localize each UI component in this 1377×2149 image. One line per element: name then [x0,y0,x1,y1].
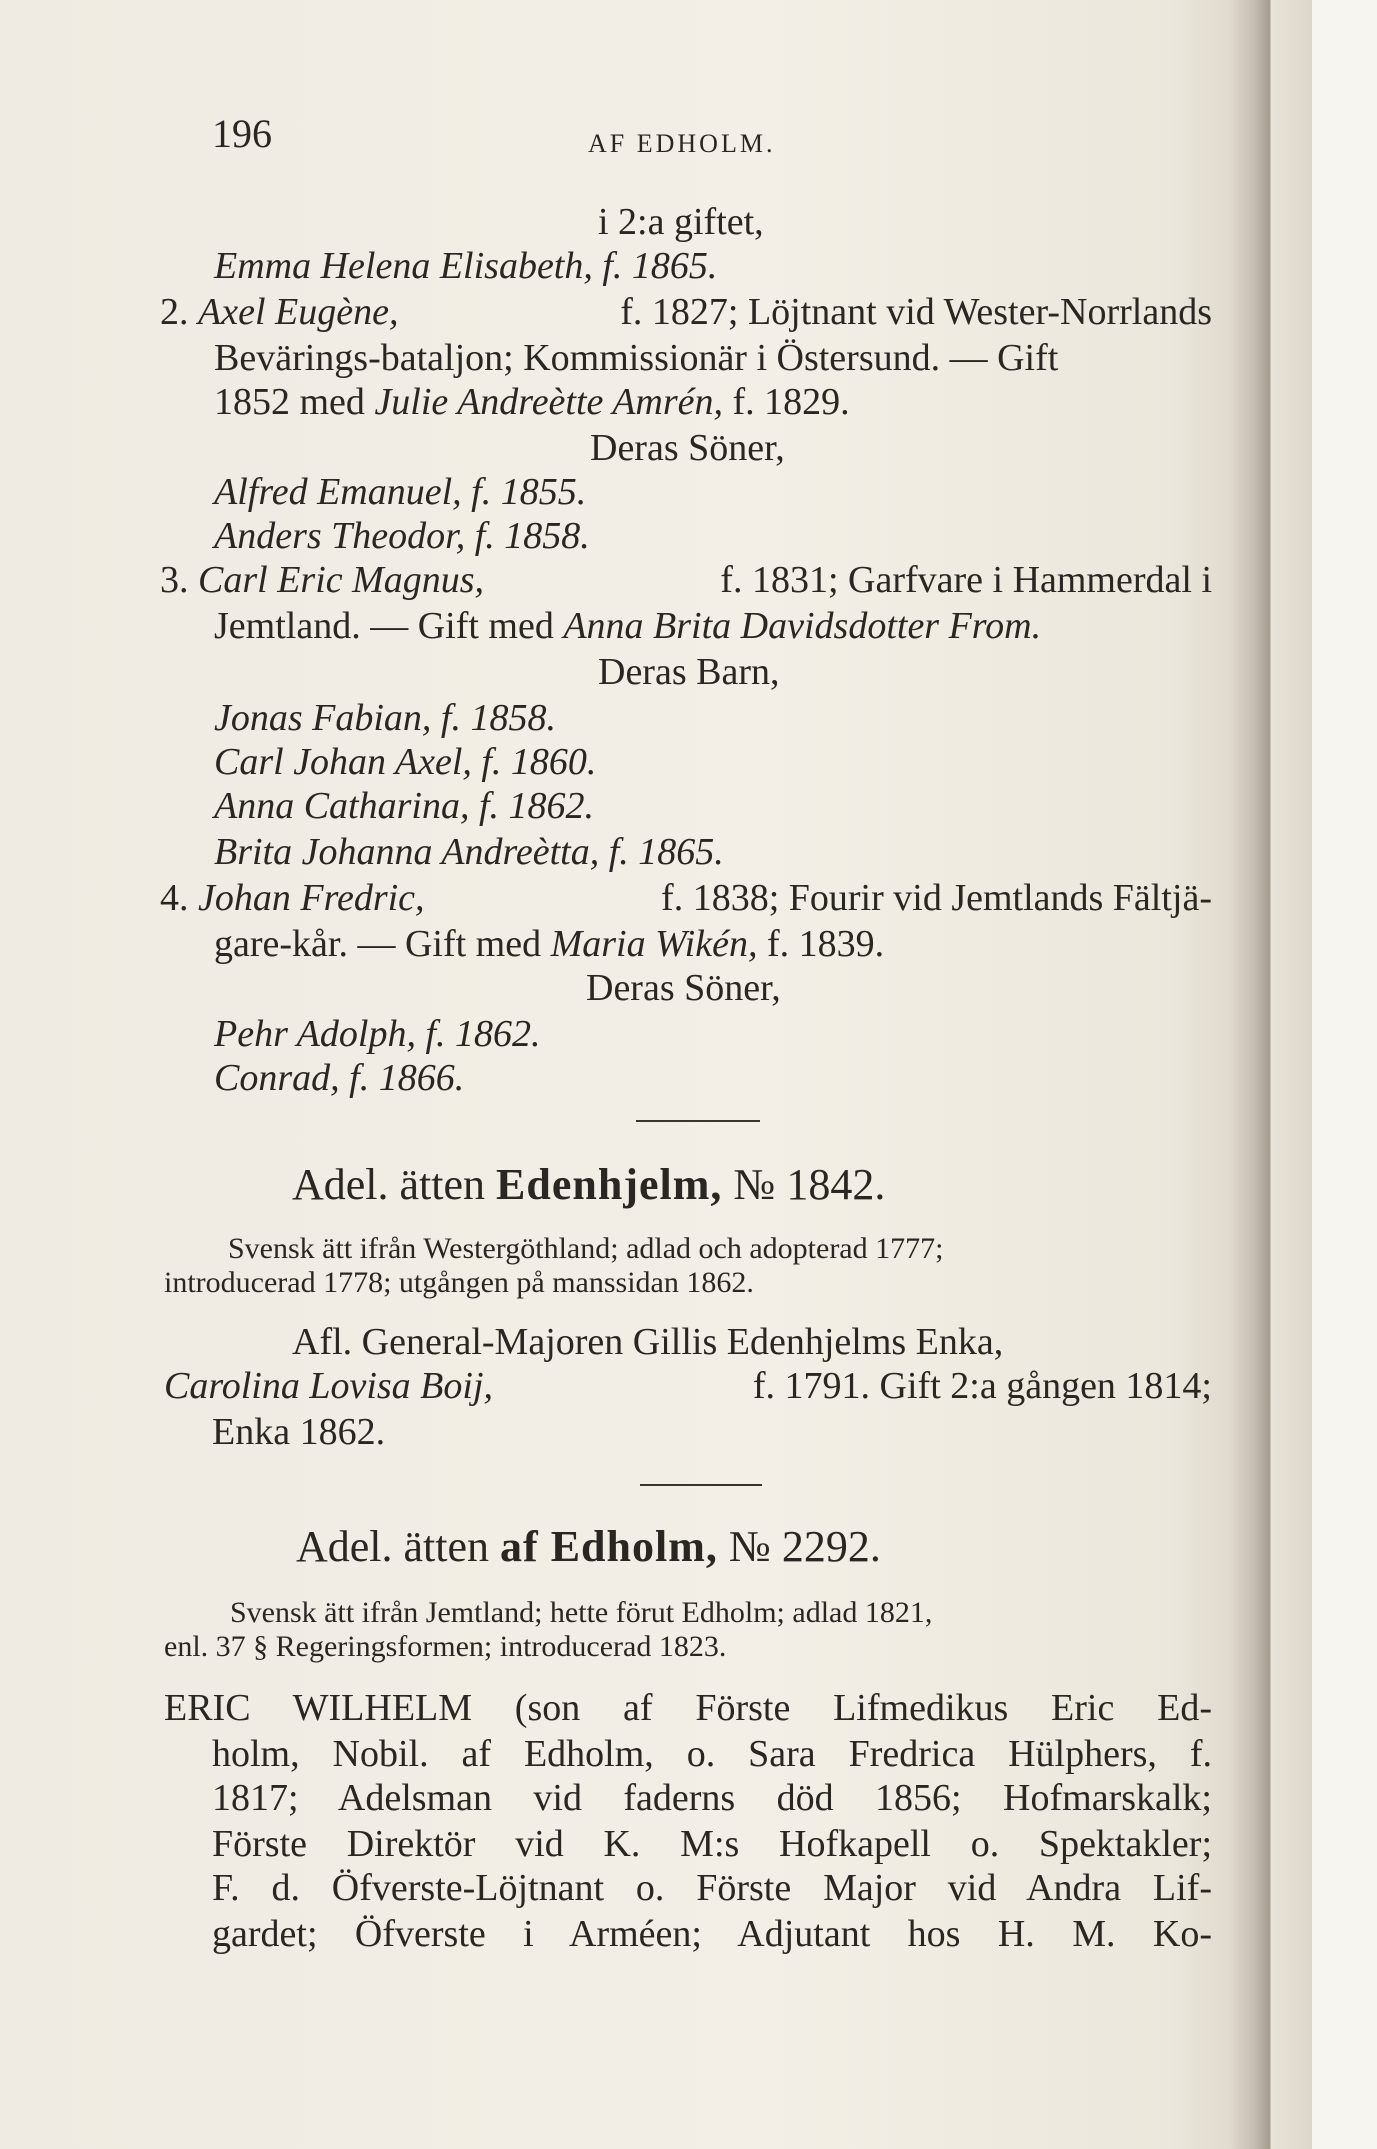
entry-line: 1852 med Julie Andreètte Amrén, f. 1829. [214,381,850,423]
text-line: Conrad, f. 1866. [214,1057,465,1099]
person-name: Carl Eric Magnus, [198,559,485,601]
text-line: Anders Theodor, f. 1858. [214,515,590,557]
entry-line [160,558,1212,602]
entry-number: 2. [160,291,189,333]
section-intro: Svensk ätt ifrån Westergöthland; adlad och adopterad 1777; [228,1232,944,1265]
text-line: f. 1838; Fourir vid Jemtlands Fältjä- [661,877,1212,919]
text-line: Carl Johan Axel, f. 1860. [214,741,597,783]
entry-line [160,876,1212,920]
section-intro: Svensk ätt ifrån Jemtland; hette förut Edholm; adlad 1821, [230,1596,933,1629]
text-line: holm, Nobil. af Edholm, o. Sara Fredrica Hülphers, f. [212,1733,1212,1775]
section-heading: Adel. ätten Edenhjelm, № 1842. [292,1160,886,1209]
text-line: Afl. General-Majoren Gillis Edenhjelms Enka, [292,1321,1004,1363]
text-line: Bevärings-bataljon; Kommissionär i Östersund. — Gift [214,337,1059,379]
entry-line: gare-kår. — Gift med Maria Wikén, f. 1839. [214,923,885,965]
text-line: Emma Helena Elisabeth, f. 1865. [214,245,718,287]
text-line: Enka 1862. [212,1411,386,1453]
text-line: Brita Johanna Andreètta, f. 1865. [214,831,724,873]
text-line: f. 1831; Garfvare i Hammerdal i [720,559,1212,601]
text-line: F. d. Öfverste-Löjtnant o. Förste Major vid Andra Lif- [212,1867,1212,1909]
text-line: ERIC WILHELM (son af Förste Lifmedikus Eric Ed- [164,1687,1212,1729]
person-name: Axel Eugène, [198,291,399,333]
gutter-shadow [1230,0,1270,2149]
adjacent-page-edge [1270,0,1313,2149]
family-name: Edenhjelm, [496,1160,723,1209]
text-line: f. 1827; Löjtnant vid Wester-Norrlands [620,291,1212,333]
section-heading: Adel. ätten af Edholm, № 2292. [296,1522,881,1571]
running-head: AF EDHOLM. [588,129,776,158]
page-number: 196 [212,111,272,156]
text-line: Anna Catharina, f. 1862. [214,785,595,827]
section-divider [636,1120,760,1122]
person-name: Julie Andreètte Amrén, [374,381,724,423]
text-line: Alfred Emanuel, f. 1855. [214,471,587,513]
person-name: Carolina Lovisa Boij, [164,1365,494,1407]
entry-number: 4. [160,877,189,919]
section-intro: enl. 37 § Regeringsformen; introducerad 1823. [164,1630,727,1663]
entry-line [160,290,1212,334]
section-divider [640,1484,762,1486]
person-name: Johan Fredric, [198,877,425,919]
text-line: Pehr Adolph, f. 1862. [214,1013,541,1055]
scan-background [1312,0,1377,2149]
text-line: Förste Direktör vid K. M:s Hofkapell o. Spektakler; [212,1823,1212,1865]
text-line: i 2:a giftet, [598,201,764,243]
text-line: gardet; Öfverste i Arméen; Adjutant hos H. M. Ko- [212,1913,1212,1955]
person-name: Maria Wikén, [550,923,758,965]
subheading: Deras Barn, [598,651,780,693]
text-line: Jonas Fabian, f. 1858. [214,697,556,739]
text-line: 1817; Adelsman vid faderns död 1856; Hofmarskalk; [212,1777,1212,1819]
subheading: Deras Söner, [590,427,785,469]
entry-line: Carolina Lovisa Boij, f. 1791. Gift 2:a gången 1814; [164,1365,1212,1407]
entry-number: 3. [160,559,189,601]
person-name: Anna Brita Davidsdotter From. [563,605,1042,647]
entry-line: Jemtland. — Gift med Anna Brita Davidsdotter From. [214,605,1042,647]
family-name: af Edholm, [500,1522,718,1571]
subheading: Deras Söner, [586,967,781,1009]
section-intro: introducerad 1778; utgången på manssidan 1862. [164,1266,754,1299]
